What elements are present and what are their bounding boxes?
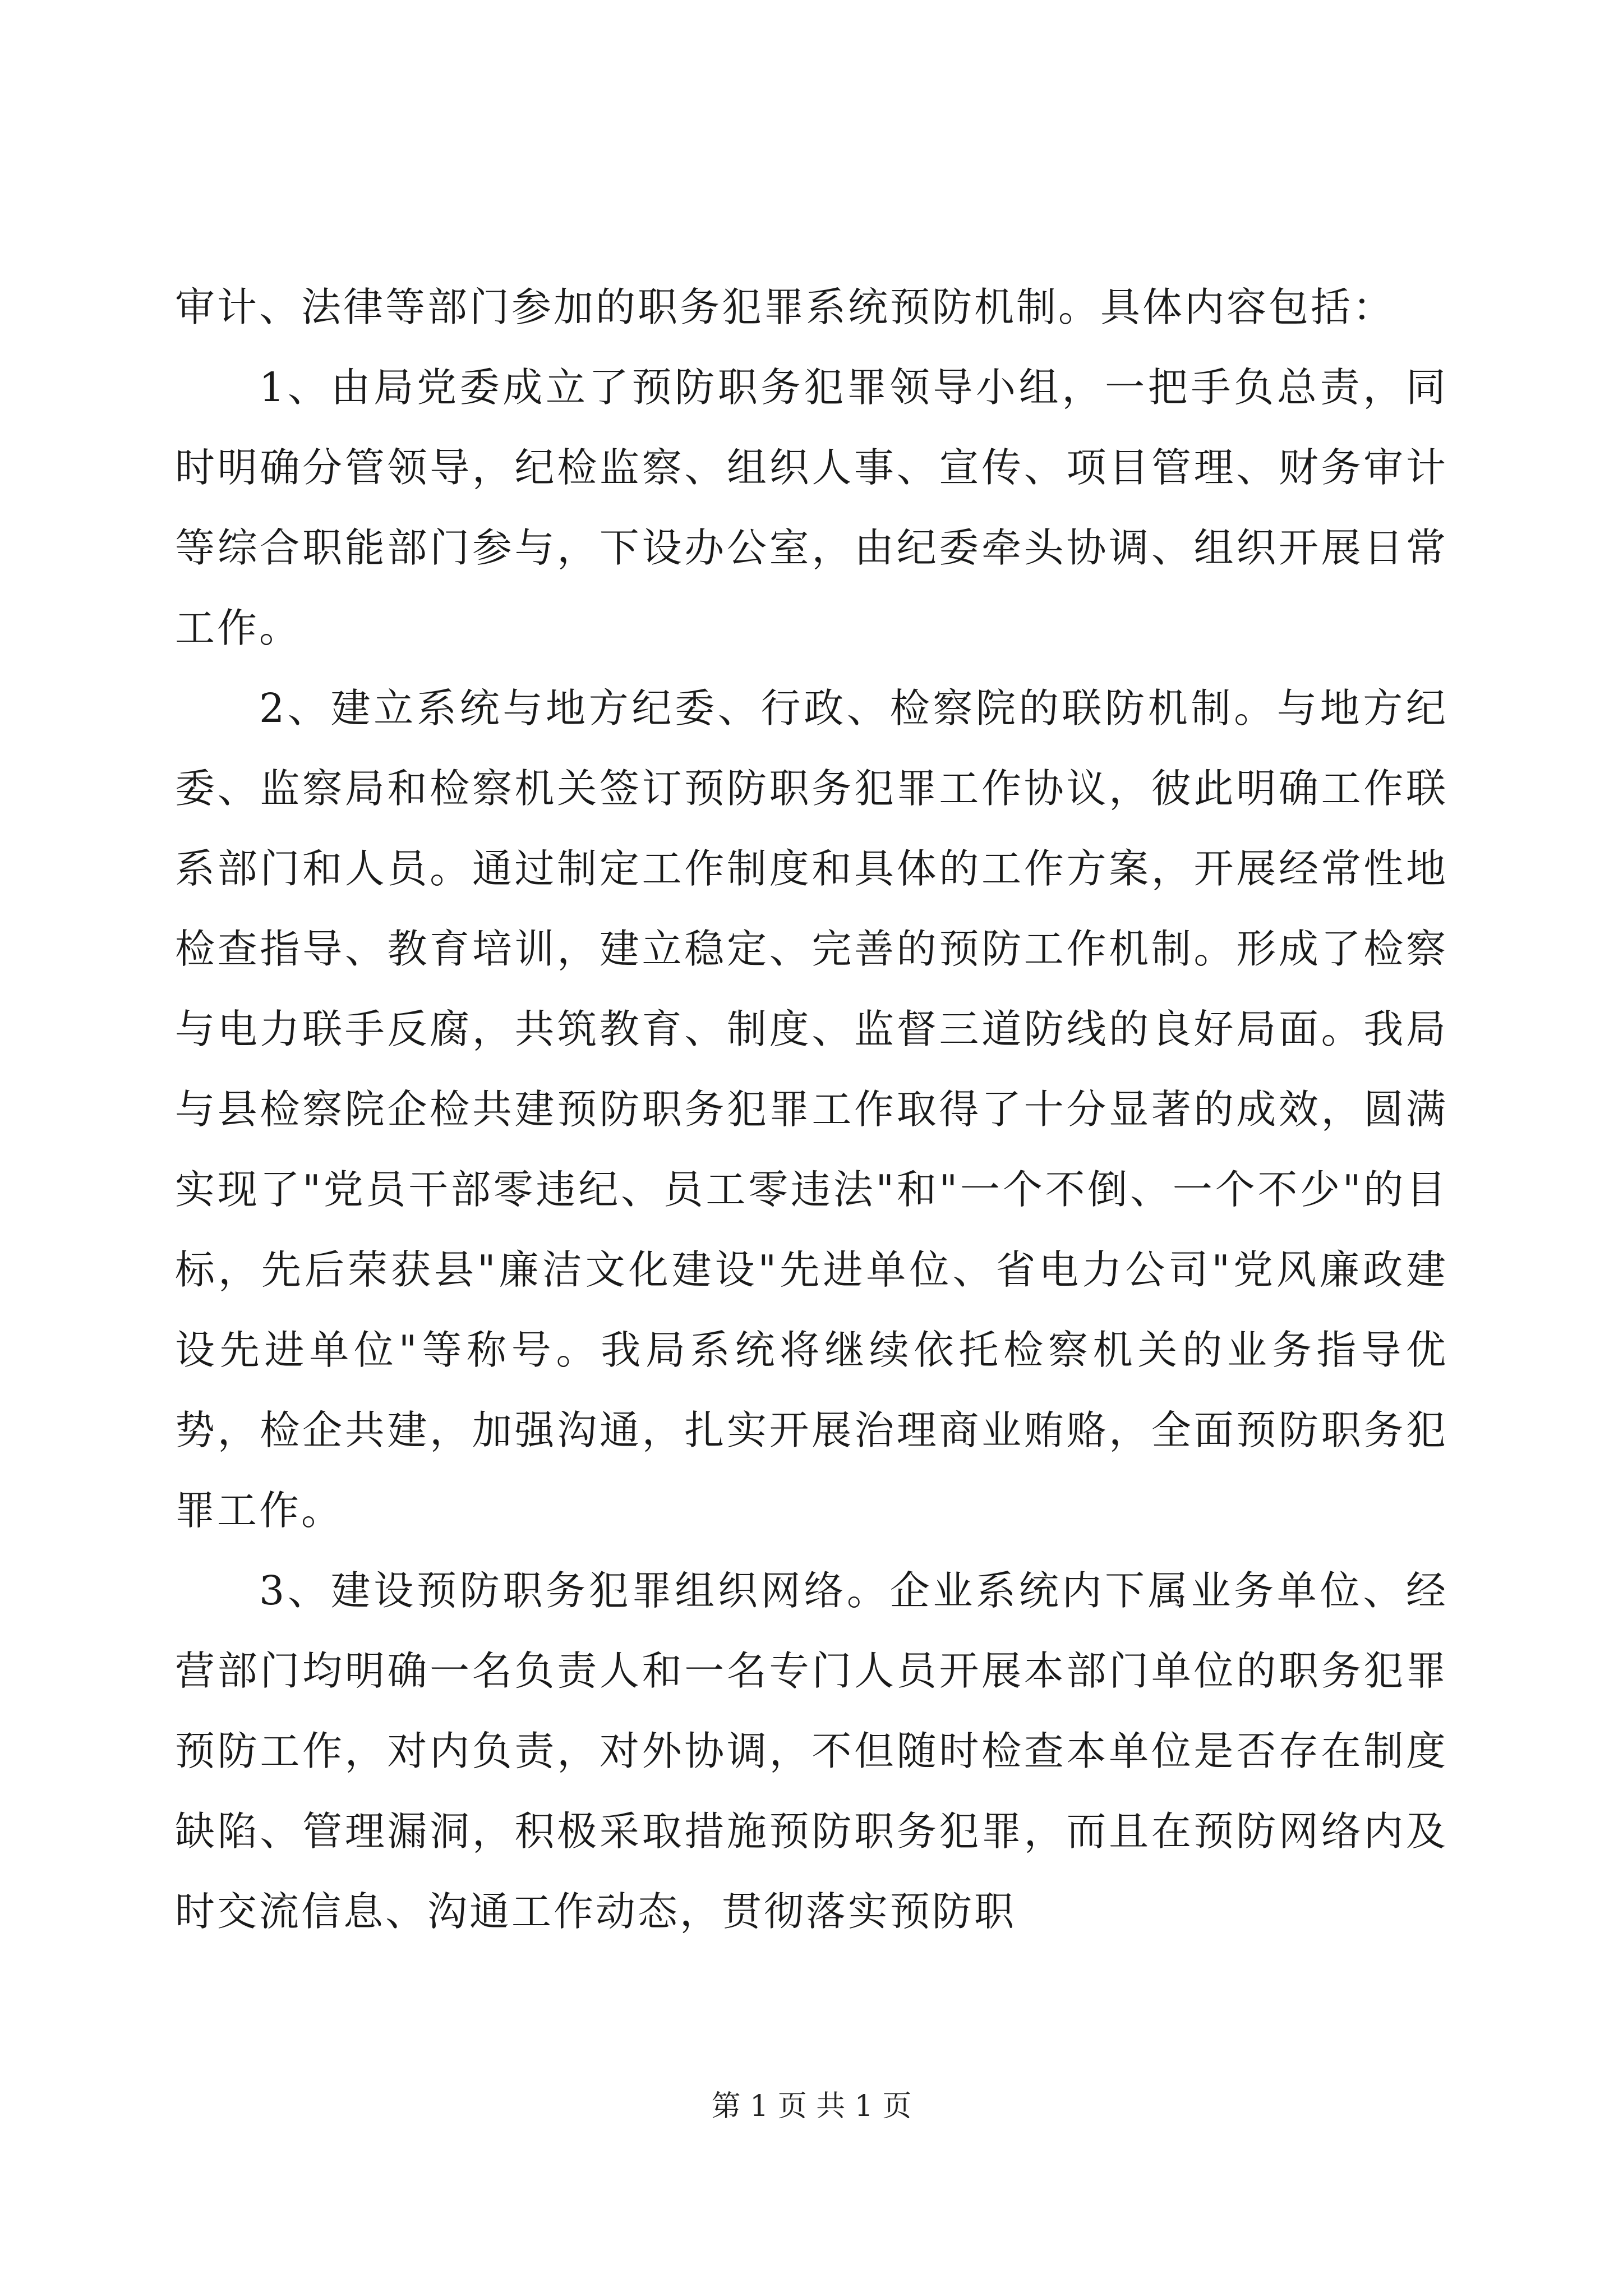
page-number-label: 第 1 页 共 1 页 (711, 2090, 912, 2123)
page-footer (0, 2087, 1623, 2126)
paragraph-item-1: 1、由局党委成立了预防职务犯罪领导小组，一把手负总责，同时明确分管领导，纪检监察、组织人事、宣传、项目管理、财务审计等综合职能部门参与，下设办公室，由纪委牵头协调、组织开展日常工作。 (175, 364, 1448, 651)
document-body (175, 267, 1448, 1952)
paragraph-item-3: 3、建设预防职务犯罪组织网络。企业系统内下属业务单位、经营部门均明确一名负责人和一名专门人员开展本部门单位的职务犯罪预防工作，对内负责，对外协调，不但随时检查本单位是否存在制度缺陷、管理漏洞，积极采取措施预防职务犯罪，而且在预防网络内及时交流信息、沟通工作动态，贯彻落实预防职 (175, 1567, 1448, 1935)
paragraph-item-2: 2、建立系统与地方纪委、行政、检察院的联防机制。与地方纪委、监察局和检察机关签订预防职务犯罪工作协议，彼此明确工作联系部门和人员。通过制定工作制度和具体的工作方案，开展经常性地检查指导、教育培训，建立稳定、完善的预防工作机制。形成了检察与电力联手反腐，共筑教育、制度、监督三道防线的良好局面。我局与县检察院企检共建预防职务犯罪工作取得了十分显著的成效，圆满实现了"党员干部零违纪、员工零违法"和"一个不倒、一个不少"的目标，先后荣获县"廉洁文化建设"先进单位、省电力公司"党风廉政建设先进单位"等称号。我局系统将继续依托检察机关的业务指导优势，检企共建，加强沟通，扎实开展治理商业贿赂，全面预防职务犯罪工作。 (175, 685, 1448, 1534)
paragraph-continuation: 审计、法律等部门参加的职务犯罪系统预防机制。具体内容包括： (175, 284, 1395, 330)
